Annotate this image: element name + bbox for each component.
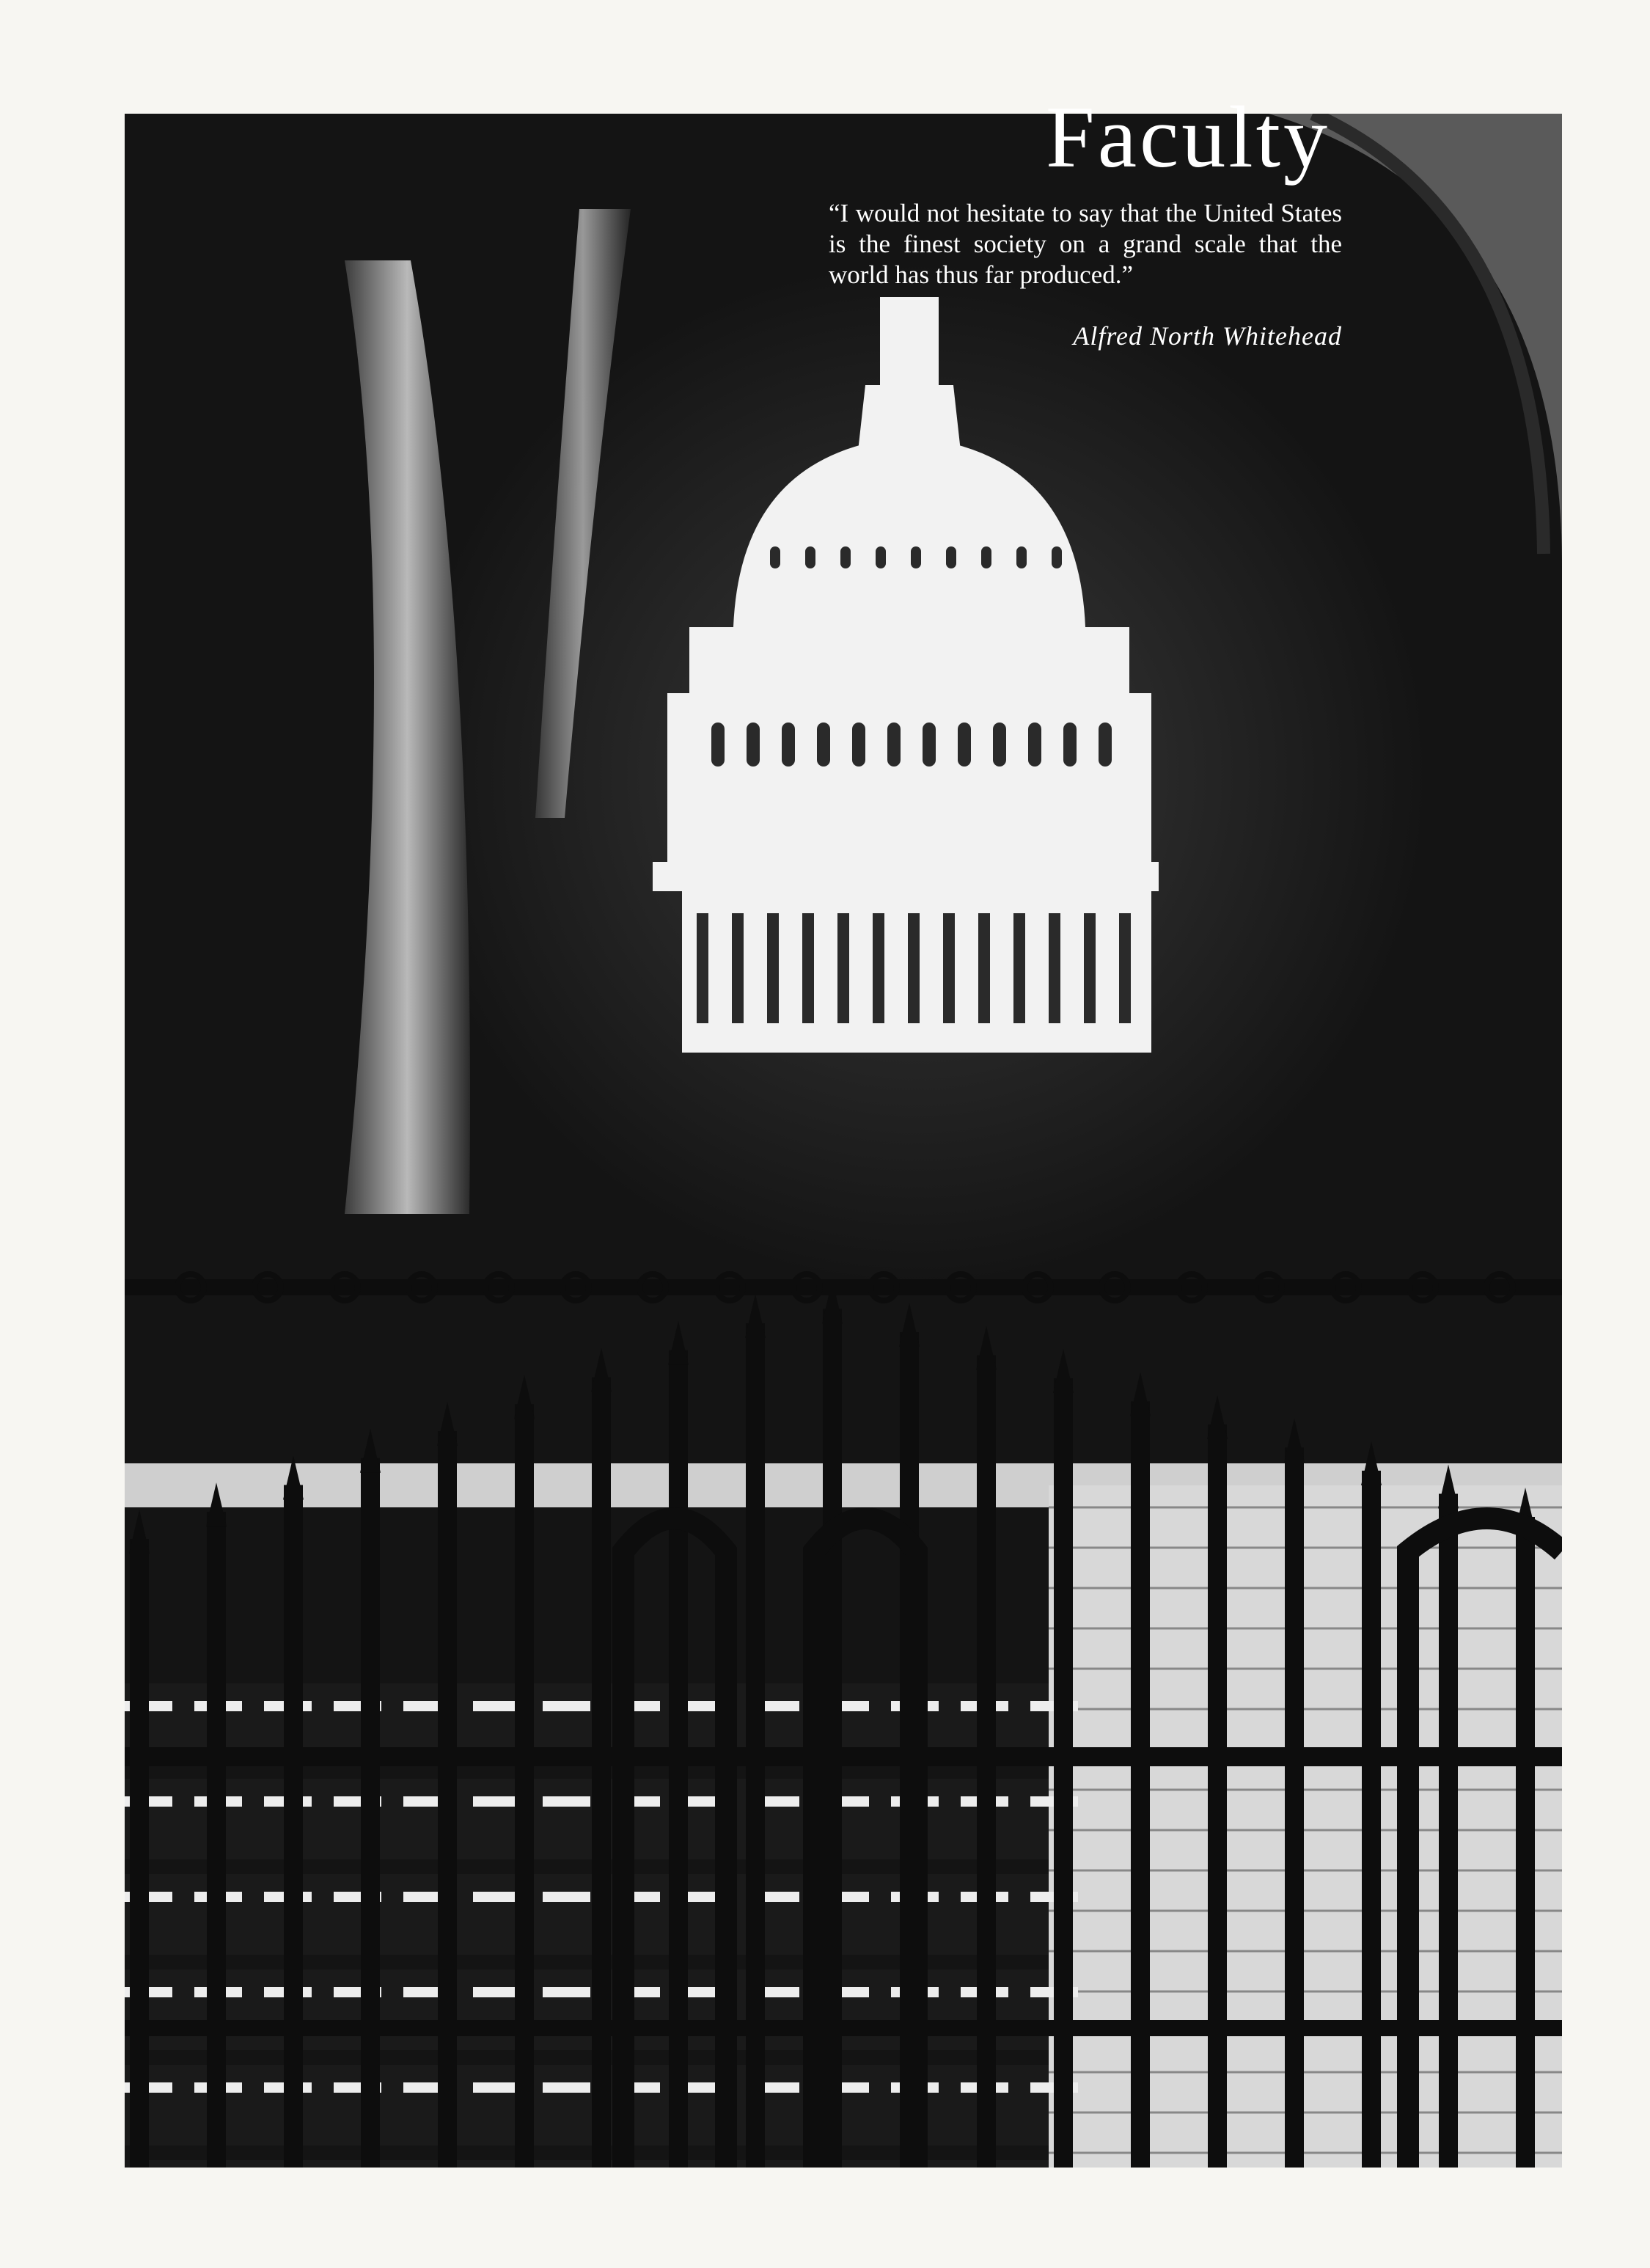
capitol-photo-art xyxy=(125,114,1562,2168)
epigraph-author: Alfred North Whitehead xyxy=(1073,321,1342,351)
capitol-photo xyxy=(125,114,1562,2168)
page-title: Faculty xyxy=(1046,88,1330,186)
epigraph-quote: “I would not hesitate to say that the United States is the finest society on a grand scale that the world has thus far produced.” xyxy=(829,199,1342,289)
